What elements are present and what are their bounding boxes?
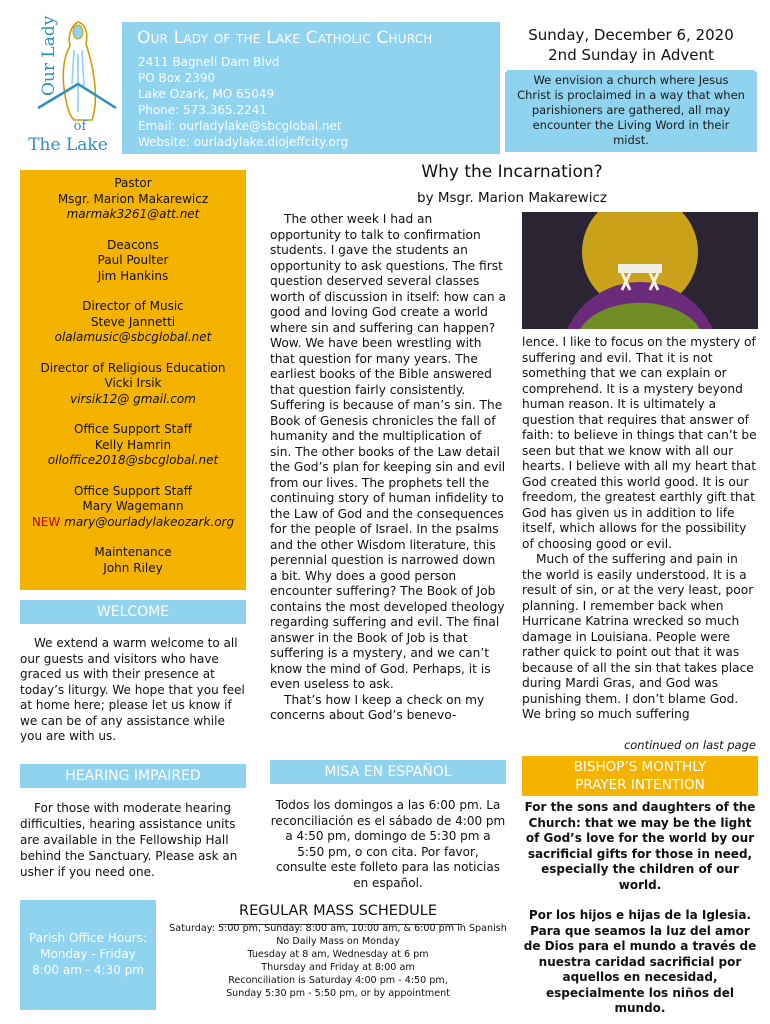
staff-music: [20, 299, 246, 346]
liturgical-day: 2nd Sunday in Advent: [548, 46, 714, 64]
staff-name: Paul Poulter: [97, 253, 169, 267]
schedule-line: Saturday: 5:00 pm, Sunday: 8:00 am, 10:00 am, & 6:00 pm in Spanish: [169, 923, 507, 934]
staff-office-2: [20, 484, 246, 531]
article-byline: by Msgr. Marion Makarewicz: [417, 190, 607, 206]
bishop-title-line: PRAYER INTENTION: [575, 777, 705, 793]
article-column-1: [270, 212, 506, 724]
staff-directory: [20, 170, 246, 590]
address-website: Website: ourladylake.diojeffcity.org: [138, 135, 349, 149]
mass-schedule-title: REGULAR MASS SCHEDULE: [239, 903, 437, 919]
parish-logo: [8, 4, 118, 154]
staff-role: Office Support Staff: [73, 422, 193, 436]
vision-statement: We envision a church where Jesus Christ is proclaimed in a way that when parishioners are gathered, all may encounter the Living Word in their midst.: [507, 70, 755, 150]
staff-email: mary@ourladylakeozark.org: [64, 514, 235, 529]
staff-email: olalamusic@sbcglobal.net: [54, 330, 212, 344]
staff-name: Msgr. Marion Makarewicz: [57, 191, 209, 206]
staff-role: Deacons: [107, 237, 159, 252]
bulletin-date: Sunday, December 6, 2020: [528, 26, 734, 44]
staff-pastor: [20, 176, 246, 223]
logo-top-text: Our Lady: [39, 15, 59, 96]
office-hours-label: Parish Office Hours:: [28, 931, 148, 945]
new-badge: NEW: [31, 514, 61, 529]
staff-religious-ed: [20, 361, 246, 408]
staff-name: Kelly Hamrin: [94, 437, 172, 452]
article-paragraph: lence. I like to focus on the mystery of suffering and evil. That it is not something that we can explain or comprehend. It is a mystery beyond human reason. It is ultimately a question that requires that answer of faith: to believe in things that can’t be seen but that we know with all our hearts. I believe with all my heart that God created this world good. It is our freedom, the greatest earthly gift that God has given us in addition to life itself, which allows for the possibility of choosing good or evil.: [522, 335, 757, 551]
article-title: Why the Incarnation?: [421, 162, 603, 182]
logo-of-text: of: [73, 119, 87, 134]
schedule-line: Tuesday at 8 am, Wednesday at 6 pm: [247, 949, 429, 960]
staff-name: Mary Wagemann: [82, 499, 184, 513]
address-po-box: PO Box 2390: [138, 71, 216, 85]
address-email: Email: ourladylake@sbcglobal.net: [138, 119, 342, 133]
staff-role: Maintenance: [94, 545, 172, 559]
staff-email: olloffice2018@sbcglobal.net: [47, 453, 219, 467]
date-header: [505, 20, 757, 72]
office-hours-days: Monday - Friday: [40, 947, 136, 961]
staff-office-1: [20, 422, 246, 469]
staff-role: Office Support Staff: [73, 483, 193, 498]
bishop-title-line: BISHOP’S MONTHLY: [573, 759, 707, 775]
manger-icon: [522, 212, 758, 329]
misa-text: Todos los domingos a las 6:00 pm. La reconciliación es el sábado de 4:00 pm a 4:50 pm, domingo de 5:30 pm a 5:50 pm, o con cita. Por favor, consulte este folleto para las noticias en español.: [270, 798, 506, 890]
bishop-intention-english: For the sons and daughters of the Church: that we may be the light of God’s love for the world by our sacrificial gifts for those in need, especially the children of our world.: [524, 800, 756, 892]
staff-role: Pastor: [114, 176, 152, 190]
bishop-intention-title: [522, 756, 758, 796]
article-paragraph: That’s how I keep a check on my concerns about God’s benevo-: [270, 692, 485, 722]
welcome-text: We extend a warm welcome to all our guests and visitors who have graced us with their presence at today’s liturgy. We hope that you feel at home here; please let us know if we can be of any assistance while you are with us.: [20, 636, 245, 743]
church-name: Our Lady of the Lake Catholic Church: [137, 28, 433, 48]
logo-bottom-text: The Lake: [28, 135, 108, 154]
address-phone: Phone: 573.365.2241: [138, 103, 268, 117]
office-hours-time: 8:00 am - 4:30 pm: [32, 963, 144, 977]
staff-name: Steve Jannetti: [90, 314, 176, 329]
staff-deacons: [20, 238, 246, 285]
schedule-line: Sunday 5:30 pm - 5:50 pm, or by appointment: [226, 988, 450, 999]
article-paragraph: The other week I had an opportunity to talk to confirmation students. I gave the students an opportunity to ask questions. The first question deserved several classes worth of discussion in itself: how can a good and loving God create a world where sin and suffering can happen? Wow. We have been wrestling with that question for many years. The earliest books of the Bible answered that question fairly consistently. Suffering is because of man’s sin. The Book of Genesis chronicles the fall of humanity and the multiplication of sin. The other books of the Law detail the God’s plan for keeping sin and evil from our lives. The prophets tell the continuing story of human infidelity to the Law of God and the consequences for the people of Israel. In the psalms and the other Wisdom literature, this perennial question is narrowed down a bit. Why does a good person encounter suffering? The Book of Job contains the most developed theology regarding suffering and evil. The final answer in the Book of Job is that suffering is a mystery, and we can’t know the mind of God. Perhaps, it is even useless to ask.: [270, 212, 506, 691]
schedule-line: Reconciliation is Saturday 4:00 pm - 4:50 pm,: [228, 975, 448, 986]
misa-title: MISA EN ESPAÑOL: [270, 760, 506, 784]
staff-email: marmak3261@att.net: [66, 207, 200, 221]
mass-schedule: [160, 922, 516, 1000]
article-column-2: [522, 335, 758, 723]
schedule-line: Thursday and Friday at 8:00 am: [261, 962, 415, 973]
staff-role: Director of Religious Education: [40, 360, 226, 375]
staff-name: John Riley: [103, 560, 163, 575]
staff-name: Vicki Irsik: [104, 376, 162, 390]
hearing-impaired-text: For those with moderate hearing difficulties, hearing assistance units are available in the Fellowship Hall behind the Sanctuary. Please ask an usher if you need one.: [20, 801, 238, 879]
hearing-impaired-title: HEARING IMPAIRED: [20, 764, 246, 788]
address-street: 2411 Bagnell Dam Blvd: [138, 55, 280, 69]
staff-email-row: [20, 515, 246, 531]
bishop-intention-spanish: Por los hijos e hijas de la Iglesia. Para que seamos la luz del amor de Dios para el mundo a través de nuestra caridad sacrificial por aquellos en necesidad, especialmente los niños del mundo.: [523, 908, 757, 1015]
article-paragraph: Much of the suffering and pain in the world is easily understood. It is a result of sin, or at the very least, poor planning. I remember back when Hurricane Katrina wrecked so much damage in Louisiana. People were rather quick to point out that it was because of all the sin that takes place during Mardi Gras, and God was punishing them. I don’t blame God. We bring so much suffering: [522, 552, 754, 721]
address-city: Lake Ozark, MO 65049: [138, 87, 275, 101]
staff-maintenance: [20, 545, 246, 576]
office-hours: [20, 900, 156, 1010]
schedule-line: No Daily Mass on Monday: [276, 936, 400, 947]
madonna-logo-icon: [8, 4, 118, 154]
manger-illustration: [522, 212, 758, 329]
continued-note: continued on last page: [623, 738, 756, 752]
staff-name: Jim Hankins: [97, 268, 169, 283]
staff-email: virsik12@ gmail.com: [70, 391, 196, 406]
welcome-title: WELCOME: [20, 600, 246, 624]
staff-role: Director of Music: [82, 299, 184, 313]
